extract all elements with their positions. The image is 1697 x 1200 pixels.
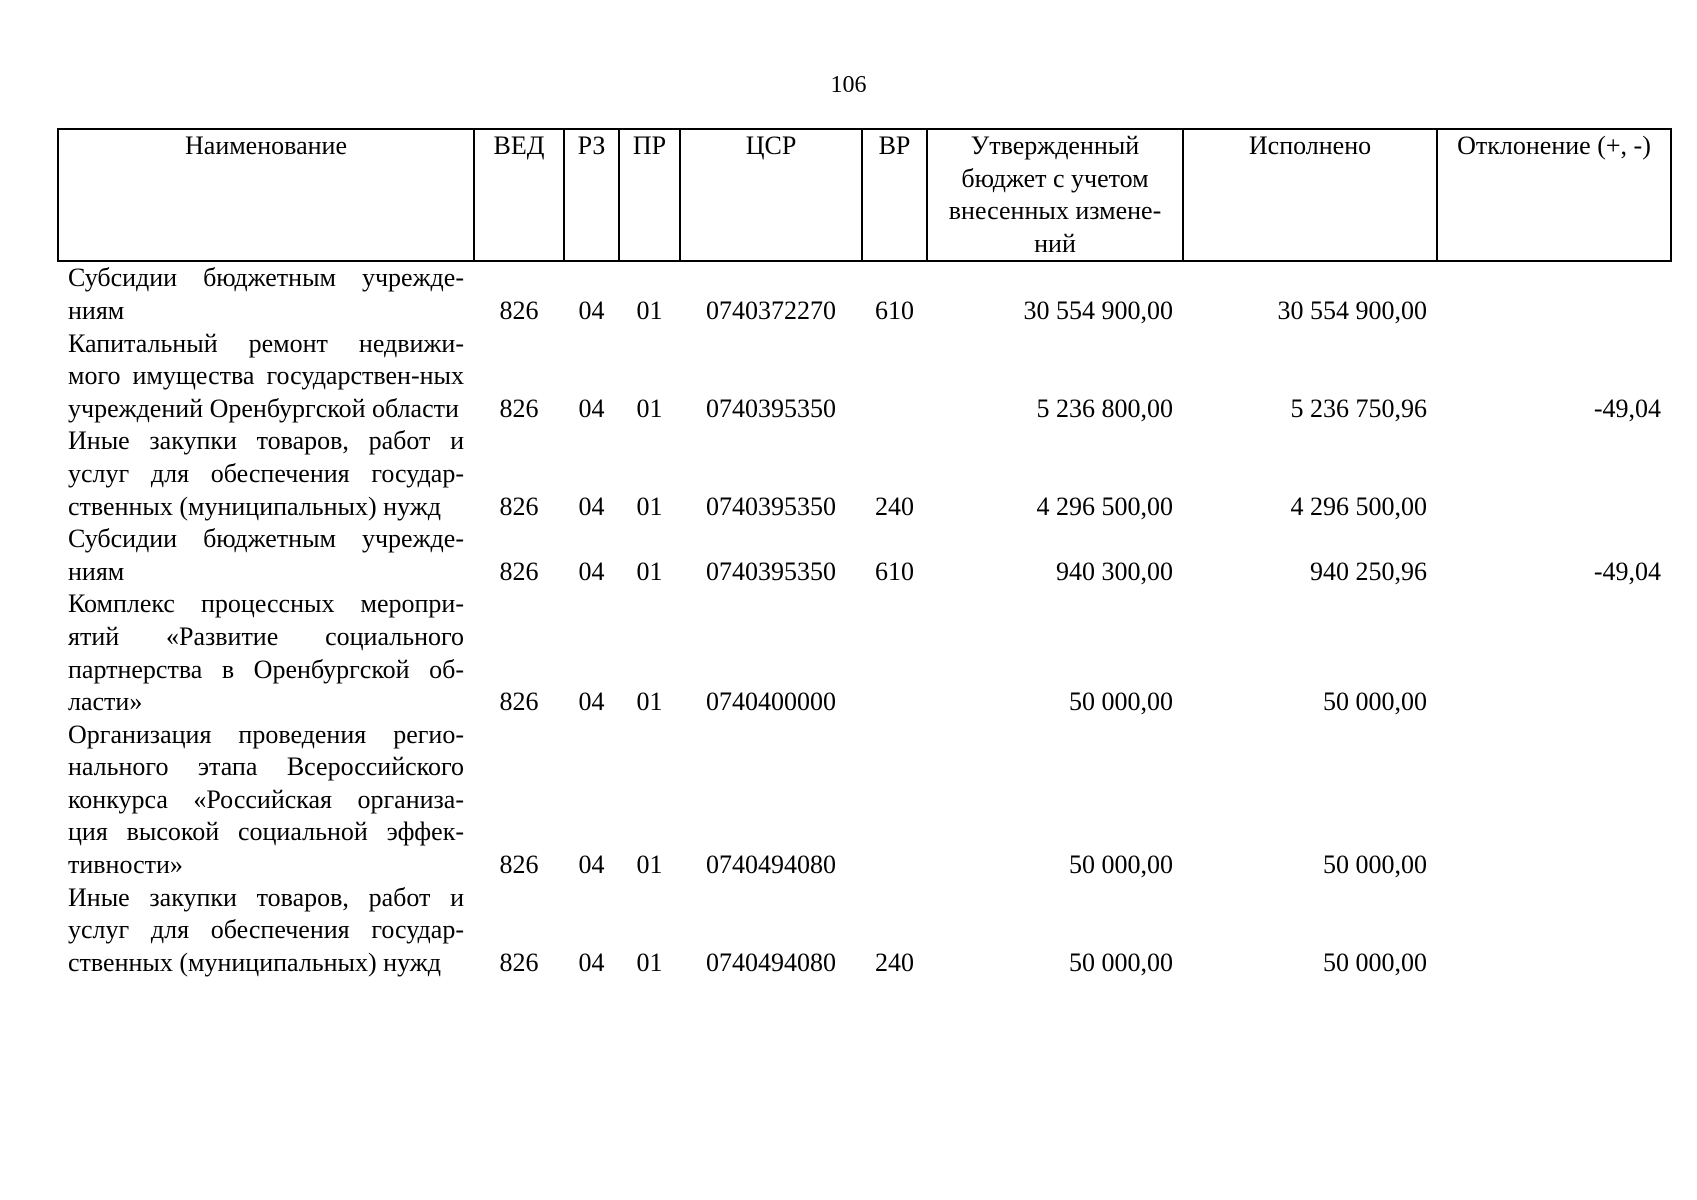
row-ved: 826 [499, 687, 539, 717]
row-deviation [1437, 719, 1671, 882]
header-name: Наименование [58, 129, 474, 261]
row-pr: 01 [636, 393, 663, 423]
row-executed: 30 554 900,00 [1277, 295, 1427, 325]
row-approved: 50 000,00 [1069, 947, 1173, 977]
row-rz: 04 [578, 491, 605, 521]
table-row [58, 261, 1671, 327]
row-deviation [1437, 425, 1671, 523]
row-pr: 01 [636, 295, 663, 325]
row-ved: 826 [499, 850, 539, 880]
header-ved: ВЕД [474, 129, 564, 261]
row-deviation [1437, 588, 1671, 718]
row-ved: 826 [499, 295, 539, 325]
row-executed: 50 000,00 [1323, 687, 1427, 717]
row-deviation: -49,04 [1593, 556, 1661, 586]
row-deviation [1437, 882, 1671, 980]
row-executed: 50 000,00 [1323, 947, 1427, 977]
row-ved: 826 [499, 556, 539, 586]
row-name: Субсидии бюджетным учрежде-ниям [68, 263, 464, 325]
row-approved: 50 000,00 [1069, 850, 1173, 880]
row-approved: 30 554 900,00 [1023, 295, 1173, 325]
row-approved: 940 300,00 [1056, 556, 1173, 586]
row-name: Субсидии бюджетным учрежде-ниям [68, 524, 464, 586]
row-pr: 01 [636, 850, 663, 880]
row-executed: 5 236 750,96 [1290, 393, 1427, 423]
row-csr: 0740395350 [706, 556, 836, 586]
row-csr: 0740395350 [706, 491, 836, 521]
row-deviation [1437, 261, 1671, 327]
table-row [58, 425, 1671, 523]
row-vr [862, 719, 927, 882]
row-executed: 4 296 500,00 [1290, 491, 1427, 521]
header-approved: Утвержденный бюджет с учетом внесенных измене-ний [927, 129, 1183, 261]
row-name: Иные закупки товаров, работ и услуг для обеспечения государ-ственных (муниципальных) нужд [68, 882, 464, 977]
table-row [58, 328, 1671, 426]
row-ved: 826 [499, 491, 539, 521]
row-csr: 0740494080 [706, 850, 836, 880]
row-name: Организация проведения регио-нального этапа Всероссийского конкурса «Российская организа-ция высокой социальной эффек-тивности» [68, 719, 464, 880]
row-rz: 04 [578, 687, 605, 717]
row-vr: 240 [875, 947, 914, 977]
table-row [58, 588, 1671, 718]
table-row [58, 523, 1671, 588]
row-approved: 5 236 800,00 [1036, 393, 1173, 423]
table-header-row [58, 129, 1671, 261]
row-ved: 826 [499, 393, 539, 423]
row-name: Иные закупки товаров, работ и услуг для обеспечения государ-ственных (муниципальных) нужд [68, 426, 464, 521]
row-rz: 04 [578, 393, 605, 423]
page-number: 106 [830, 72, 867, 98]
row-approved: 50 000,00 [1069, 687, 1173, 717]
table-row [58, 719, 1671, 882]
row-deviation: -49,04 [1593, 393, 1661, 423]
header-pr: ПР [619, 129, 680, 261]
header-executed: Исполнено [1183, 129, 1437, 261]
row-csr: 0740395350 [706, 393, 836, 423]
row-executed: 50 000,00 [1323, 850, 1427, 880]
row-executed: 940 250,96 [1310, 556, 1427, 586]
row-approved: 4 296 500,00 [1036, 491, 1173, 521]
row-rz: 04 [578, 295, 605, 325]
row-csr: 0740372270 [706, 295, 836, 325]
row-vr [862, 588, 927, 718]
row-pr: 01 [636, 491, 663, 521]
table-row [58, 882, 1671, 980]
row-vr: 610 [875, 295, 914, 325]
row-vr: 610 [875, 556, 914, 586]
row-csr: 0740400000 [706, 687, 836, 717]
header-rz: РЗ [564, 129, 619, 261]
row-vr: 240 [875, 491, 914, 521]
row-name: Комплекс процессных меропри-ятий «Развитие социального партнерства в Оренбургской об-ласти» [68, 589, 464, 717]
row-csr: 0740494080 [706, 947, 836, 977]
header-deviation: Отклонение (+, -) [1437, 129, 1671, 261]
row-vr [862, 328, 927, 426]
header-csr: ЦСР [680, 129, 862, 261]
row-rz: 04 [578, 947, 605, 977]
row-rz: 04 [578, 850, 605, 880]
budget-execution-table [57, 128, 1672, 979]
row-pr: 01 [636, 687, 663, 717]
row-rz: 04 [578, 556, 605, 586]
row-ved: 826 [499, 947, 539, 977]
row-name: Капитальный ремонт недвижи-мого имущества государствен-ных учреждений Оренбургской области [68, 328, 464, 423]
row-pr: 01 [636, 947, 663, 977]
header-vr: ВР [862, 129, 927, 261]
row-pr: 01 [636, 556, 663, 586]
